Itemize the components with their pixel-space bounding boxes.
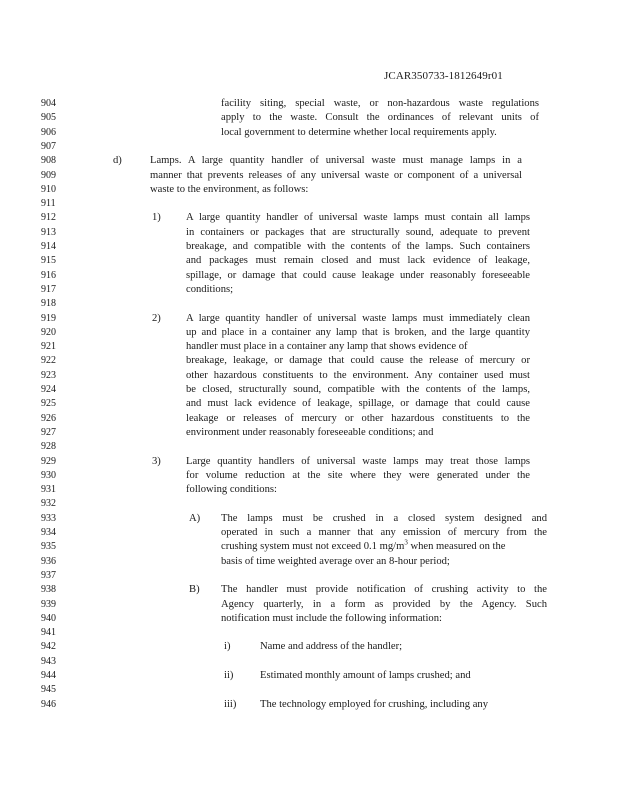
line-number: 938 [41, 584, 56, 596]
line-number: 908 [41, 155, 56, 167]
line-text: The handler must provide notification of crushing activity to the [221, 584, 547, 596]
document-line [0, 169, 618, 183]
line-number: 910 [41, 183, 56, 195]
line-number: 906 [41, 126, 56, 138]
line-text: Large quantity handlers of universal waste lamps may treat those lamps [186, 455, 530, 467]
document-line [0, 140, 618, 154]
document-line [0, 497, 618, 511]
item-label: i) [224, 641, 231, 653]
document-line [0, 598, 618, 612]
line-text: apply to the waste. Consult the ordinances of relevant units of [221, 112, 539, 124]
line-text: operated in such a manner that any emission of mercury from the [221, 527, 547, 538]
line-text: A large quantity handler of universal waste lamps must contain all lamps [186, 212, 530, 224]
line-text: for volume reduction at the site where they were generated under the [186, 469, 530, 481]
line-text-part: crushing system must not exceed 0.1 mg/m [221, 541, 405, 553]
line-text: Agency quarterly, in a form as provided by the Agency. Such [221, 598, 547, 610]
line-text: in containers or packages that are structurally sound, adequate to prevent [186, 226, 530, 238]
document-line [0, 197, 618, 211]
document-line [0, 440, 618, 454]
document-line [0, 240, 618, 254]
line-text: local government to determine whether local requirements apply. [221, 126, 497, 138]
line-number: 928 [41, 441, 56, 453]
line-number: 914 [41, 241, 56, 252]
line-number: 912 [41, 212, 56, 224]
item-label: 2) [152, 312, 161, 324]
line-number: 940 [41, 612, 56, 624]
document-line [0, 655, 618, 669]
line-text: environment under reasonably foreseeable conditions; and [186, 426, 434, 438]
superscript: 3 [404, 538, 408, 547]
line-text: breakage, and compatible with the contents of the lamps. Such containers [186, 241, 530, 252]
line-text: A large quantity handler of universal waste lamps must immediately clean [186, 312, 530, 324]
line-number: 937 [41, 569, 56, 581]
line-number: 943 [41, 655, 56, 667]
document-line [0, 640, 618, 654]
document-line [0, 154, 618, 168]
line-text: be closed, structurally sound, compatible with the contents of the lamps, [186, 384, 530, 395]
document-line [0, 669, 618, 683]
line-number: 907 [41, 140, 56, 152]
line-text [221, 540, 505, 554]
line-text: following conditions: [186, 484, 277, 496]
document-line [0, 397, 618, 411]
line-number: 922 [41, 355, 56, 367]
line-number: 911 [41, 198, 56, 210]
line-number: 924 [41, 384, 56, 395]
document-line [0, 297, 618, 311]
item-label: 1) [152, 212, 161, 224]
line-number: 923 [41, 369, 56, 381]
line-text: up and place in a container any lamp that is broken, and the large quantity [186, 326, 530, 338]
line-number: 915 [41, 255, 56, 267]
line-number: 945 [41, 684, 56, 696]
document-line [0, 455, 618, 469]
line-number: 939 [41, 598, 56, 610]
line-text: Lamps. A large quantity handler of universal waste must manage lamps in a [150, 155, 522, 167]
document-line [0, 312, 618, 326]
document-line [0, 383, 618, 397]
item-label: B) [189, 584, 200, 596]
line-number: 934 [41, 527, 56, 538]
document-line [0, 683, 618, 697]
line-number: 904 [41, 98, 56, 109]
line-number: 919 [41, 312, 56, 324]
document-line [0, 97, 618, 111]
line-text: The technology employed for crushing, including any [260, 698, 489, 710]
line-number: 946 [41, 698, 56, 710]
document-line [0, 583, 618, 597]
line-text: and must lack evidence of leakage, spillage, or damage that could cause [186, 398, 530, 410]
document-line [0, 226, 618, 240]
document-line [0, 698, 618, 712]
line-number: 936 [41, 555, 56, 567]
document-line [0, 369, 618, 383]
line-text: notification must include the following information: [221, 612, 442, 624]
document-line [0, 612, 618, 626]
document-line [0, 555, 618, 569]
line-text: basis of time weighted average over an 8-hour period; [221, 555, 450, 567]
line-text: conditions; [186, 283, 234, 295]
line-text: waste to the environment, as follows: [150, 183, 309, 195]
document-line [0, 254, 618, 268]
document-line [0, 426, 618, 440]
document-line [0, 512, 618, 526]
line-number: 926 [41, 412, 56, 424]
line-number: 925 [41, 398, 56, 410]
line-number: 916 [41, 269, 56, 281]
line-number: 921 [41, 341, 56, 353]
line-text: manner that prevents releases of any universal waste or component of a universal [150, 169, 522, 181]
item-label: d) [113, 155, 122, 167]
item-label: A) [189, 512, 201, 524]
document-line [0, 626, 618, 640]
document-line [0, 354, 618, 368]
line-number: 942 [41, 641, 56, 653]
document-line [0, 211, 618, 225]
document-line [0, 326, 618, 340]
document-line [0, 111, 618, 125]
document-line [0, 540, 618, 554]
item-label: ii) [224, 670, 234, 681]
line-text: facility siting, special waste, or non-hazardous waste regulations [221, 98, 539, 109]
document-line [0, 569, 618, 583]
document-line [0, 126, 618, 140]
document-line [0, 269, 618, 283]
item-label: iii) [224, 698, 237, 710]
line-number: 927 [41, 426, 56, 438]
document-line [0, 340, 618, 354]
item-label: 3) [152, 455, 161, 467]
document-line [0, 283, 618, 297]
line-text: handler must place in a container any lamp that shows evidence of [186, 341, 468, 353]
line-number: 920 [41, 326, 56, 338]
line-text: The lamps must be crushed in a closed system designed and [221, 512, 547, 524]
document-line [0, 412, 618, 426]
line-number: 931 [41, 484, 56, 496]
line-number: 909 [41, 169, 56, 181]
line-number: 905 [41, 112, 56, 124]
line-number: 935 [41, 541, 56, 553]
line-number: 941 [41, 627, 56, 639]
document-line [0, 526, 618, 540]
document-line [0, 183, 618, 197]
line-number: 932 [41, 498, 56, 510]
document-id: JCAR350733-1812649r01 [384, 70, 503, 82]
line-number: 930 [41, 469, 56, 481]
line-text: Estimated monthly amount of lamps crushed; and [260, 670, 471, 681]
line-text: Name and address of the handler; [260, 641, 403, 653]
line-text: breakage, leakage, or damage that could cause the release of mercury or [186, 355, 530, 367]
line-text: spillage, or damage that could cause leakage under reasonably foreseeable [186, 269, 530, 281]
line-number: 913 [41, 226, 56, 238]
line-number: 929 [41, 455, 56, 467]
line-text: and packages must remain closed and must lack evidence of leakage, [186, 255, 530, 267]
line-number: 944 [41, 670, 56, 681]
document-line [0, 483, 618, 497]
line-number: 933 [41, 512, 56, 524]
line-text-part: when measured on the [407, 541, 506, 553]
line-number: 918 [41, 298, 56, 310]
line-text: other hazardous constituents to the environment. Any container used must [186, 369, 530, 381]
line-text: leakage or releases of mercury or other hazardous constituents to the [186, 412, 530, 424]
line-number: 917 [41, 283, 56, 295]
document-line [0, 469, 618, 483]
